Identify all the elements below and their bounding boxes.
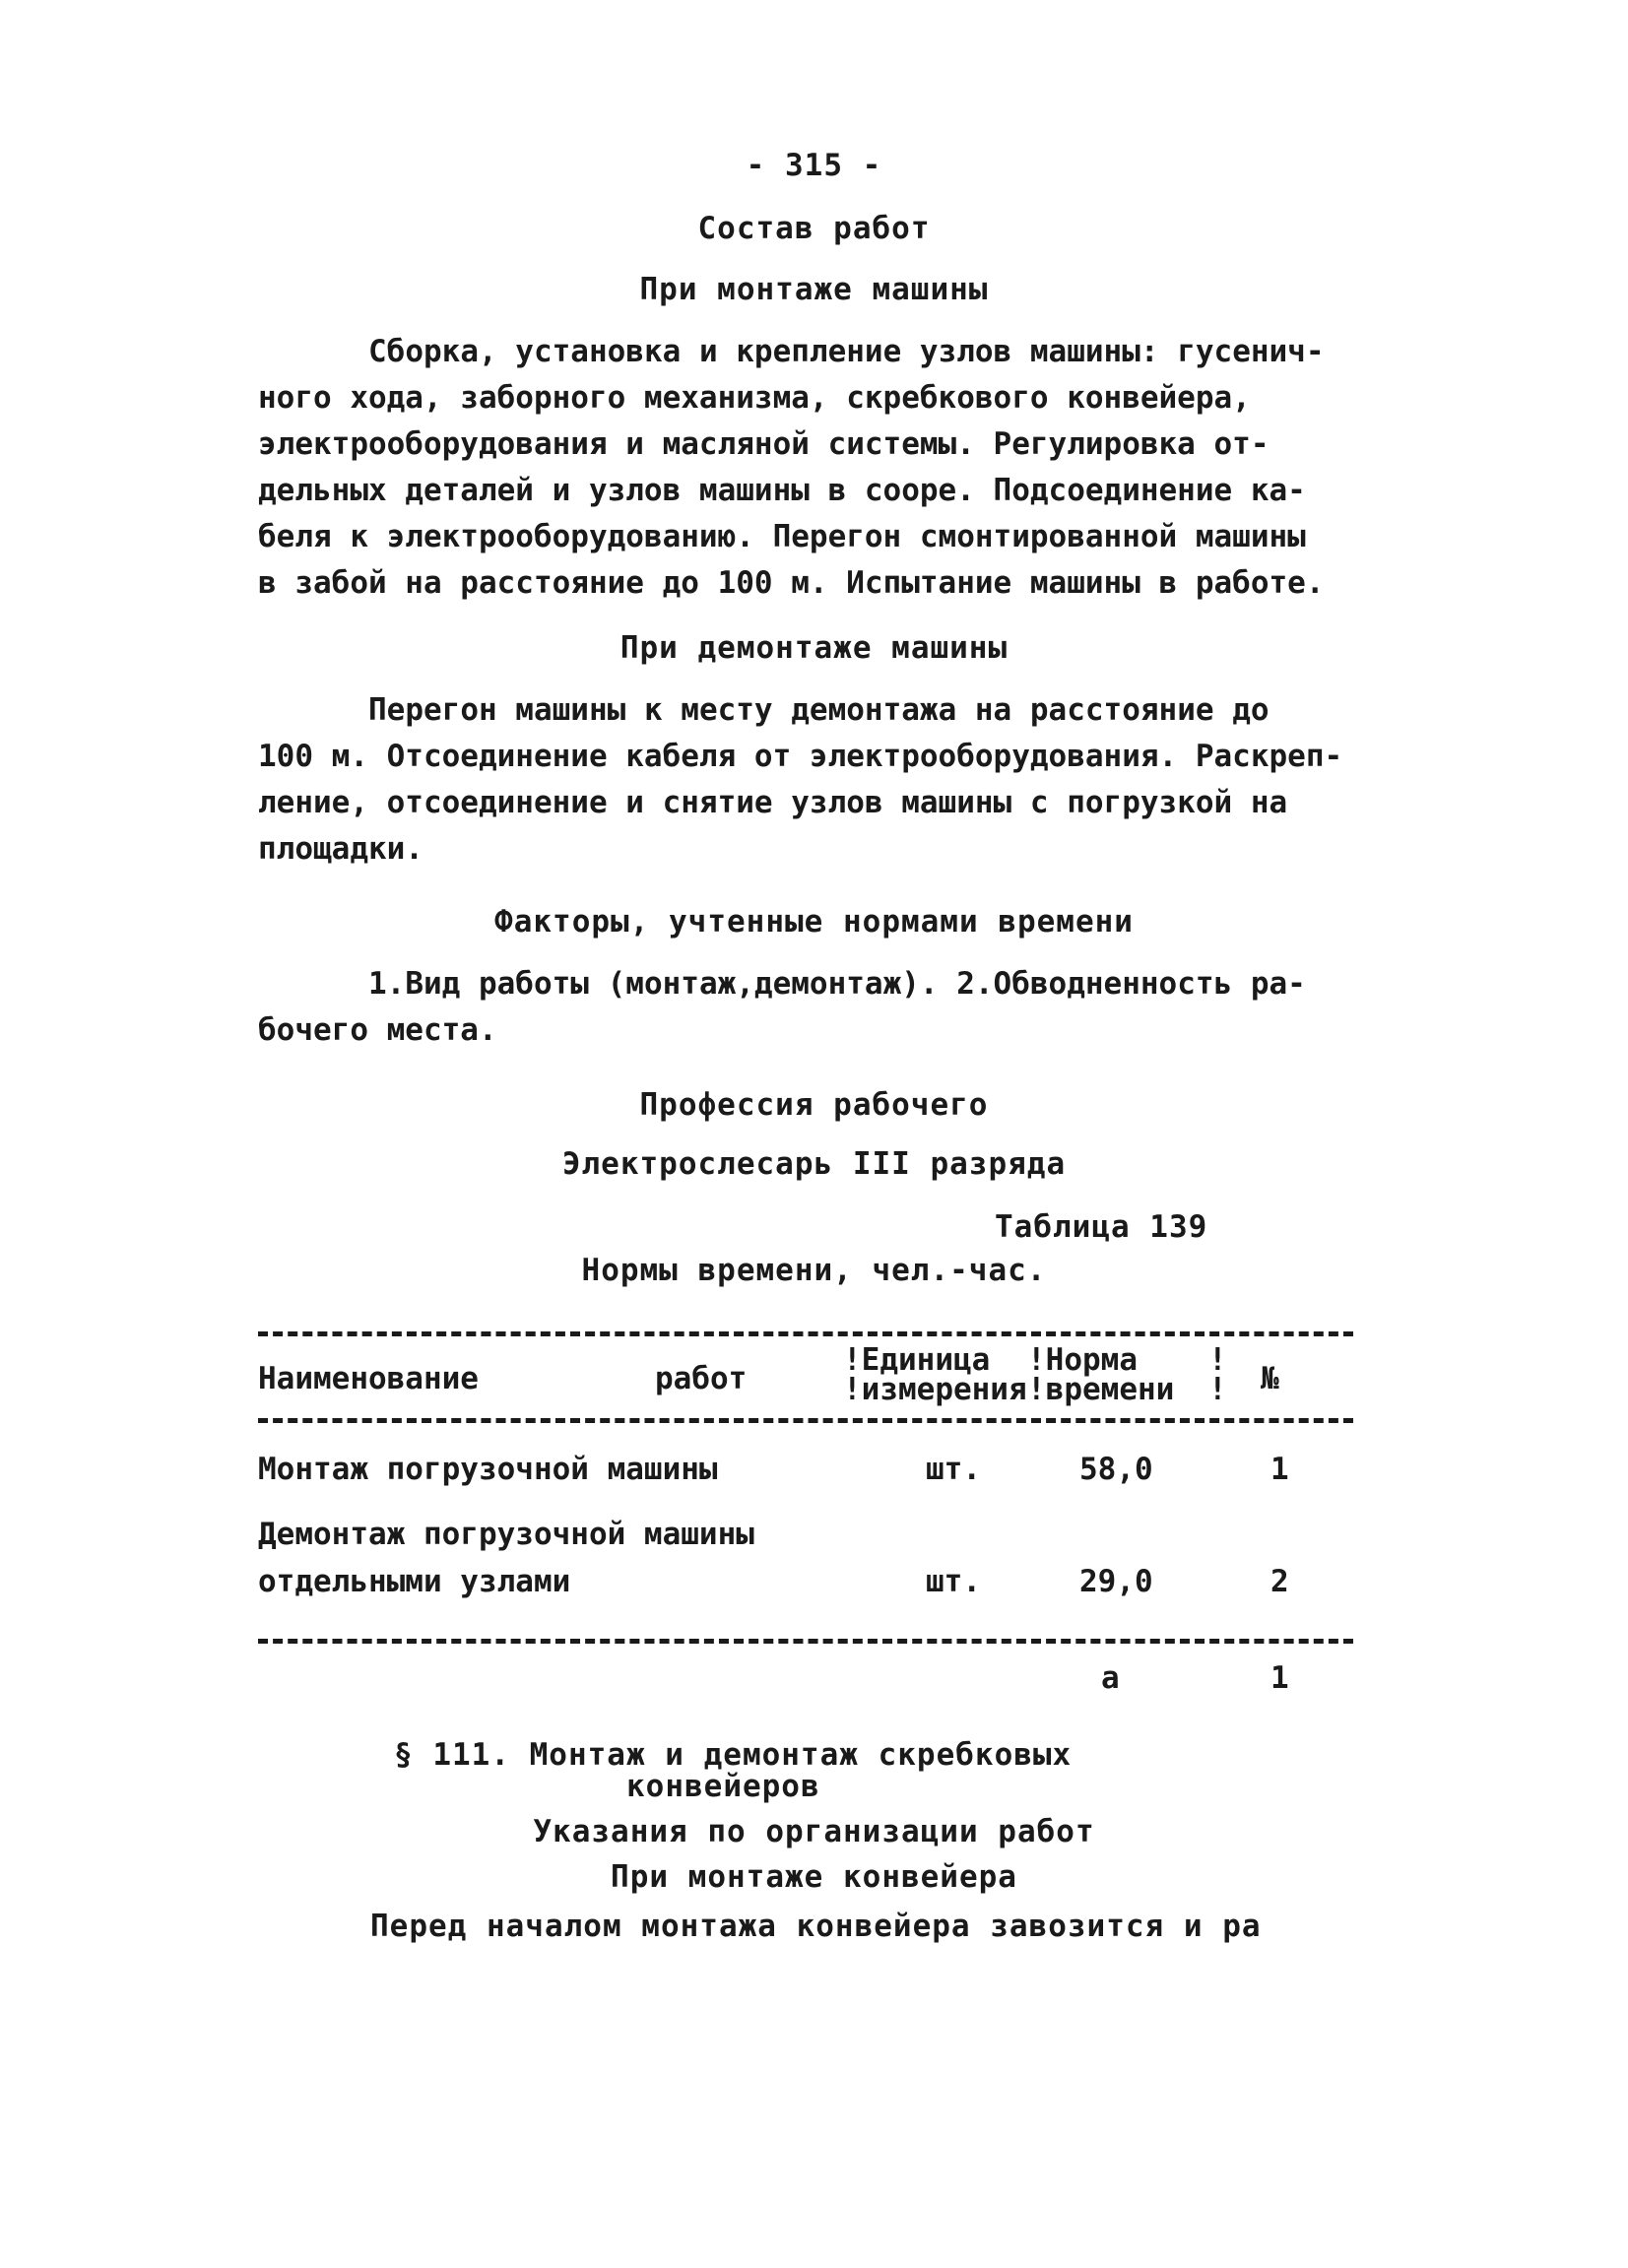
row-2-norm: 29,0 [1079,1564,1153,1599]
factors-title: Факторы, учтенные нормами времени [494,904,1134,940]
dismount-paragraph [258,687,1400,873]
paragraph-line: 100 м. Отсоединение кабеля от электрооборудования. Раскреп- [258,739,1343,774]
row-2-name-line1: Демонтаж погрузочной машины [258,1517,754,1552]
header-rule [258,1418,1353,1423]
profession-title: Профессия рабочего [639,1087,989,1123]
table-caption: Нормы времени, чел.-час. [581,1253,1047,1288]
paragraph-line: дельных деталей и узлов машины в сооре. Подсоединение ка- [258,473,1306,508]
header-separator: ! [1208,1372,1227,1407]
subtitle-mount: При монтаже машины [639,272,989,307]
table-top-rule [258,1331,1353,1336]
next-section-subheading: Указания по организации работ [533,1814,1095,1849]
header-unit-line1: !Единица [843,1342,991,1378]
next-section-heading-cont: конвейеров [626,1769,820,1804]
paragraph-line: Перегон машины к месту демонтажа на расстояние до [368,692,1270,728]
paragraph-line: Сборка, установка и крепление узлов машины: гусенич- [368,334,1325,369]
next-section-heading: § 111. Монтаж и демонтаж скребковых [394,1737,1073,1773]
table-label: Таблица 139 [995,1209,1208,1245]
row-1-name: Монтаж погрузочной машины [258,1452,718,1487]
header-name-part2: работ [655,1361,748,1396]
header-unit-line2: !измерения [843,1372,1027,1407]
page-number: - 315 - [746,148,882,183]
paragraph-line: ного хода, заборного механизма, скребкового конвейера, [258,380,1251,416]
mount-paragraph [258,329,1400,607]
footer-num: 1 [1270,1660,1289,1696]
row-2-unit: шт. [926,1564,981,1599]
header-separator: ! [1208,1342,1227,1378]
header-norm-line1: !Норма [1027,1342,1138,1378]
paragraph-line: площадки. [258,831,423,867]
paragraph-line: бочего места. [258,1012,497,1048]
factors-paragraph [258,961,1400,1054]
section-title: Состав работ [697,211,931,246]
header-num: № [1261,1361,1279,1396]
next-section-subheading2: При монтаже конвейера [611,1859,1017,1895]
paragraph-line: беля к электрооборудованию. Перегон смонтированной машины [258,519,1306,554]
subtitle-dismount: При демонтаже машины [619,630,1009,666]
table-bottom-rule [258,1639,1353,1644]
profession-worker: Электрослесарь III разряда [561,1146,1067,1182]
row-1-unit: шт. [926,1452,981,1487]
next-section-text: Перед началом монтажа конвейера завозится и ра [370,1909,1262,1944]
paragraph-line: ление, отсоединение и снятие узлов машины с погрузкой на [258,785,1288,820]
row-2-name-line2: отдельными узлами [258,1564,571,1599]
footer-column-letter: а [1101,1660,1120,1696]
row-2-num: 2 [1270,1564,1289,1599]
paragraph-line: 1.Вид работы (монтаж,демонтаж). 2.Обводненность ра- [368,966,1306,1002]
row-1-num: 1 [1270,1452,1289,1487]
paragraph-line: электрооборудования и масляной системы. Регулировка от- [258,426,1270,462]
header-norm-line2: !времени [1027,1372,1175,1407]
row-1-norm: 58,0 [1079,1452,1153,1487]
header-name-part1: Наименование [258,1361,479,1396]
paragraph-line: в забой на расстояние до 100 м. Испытание машины в работе. [258,565,1325,601]
